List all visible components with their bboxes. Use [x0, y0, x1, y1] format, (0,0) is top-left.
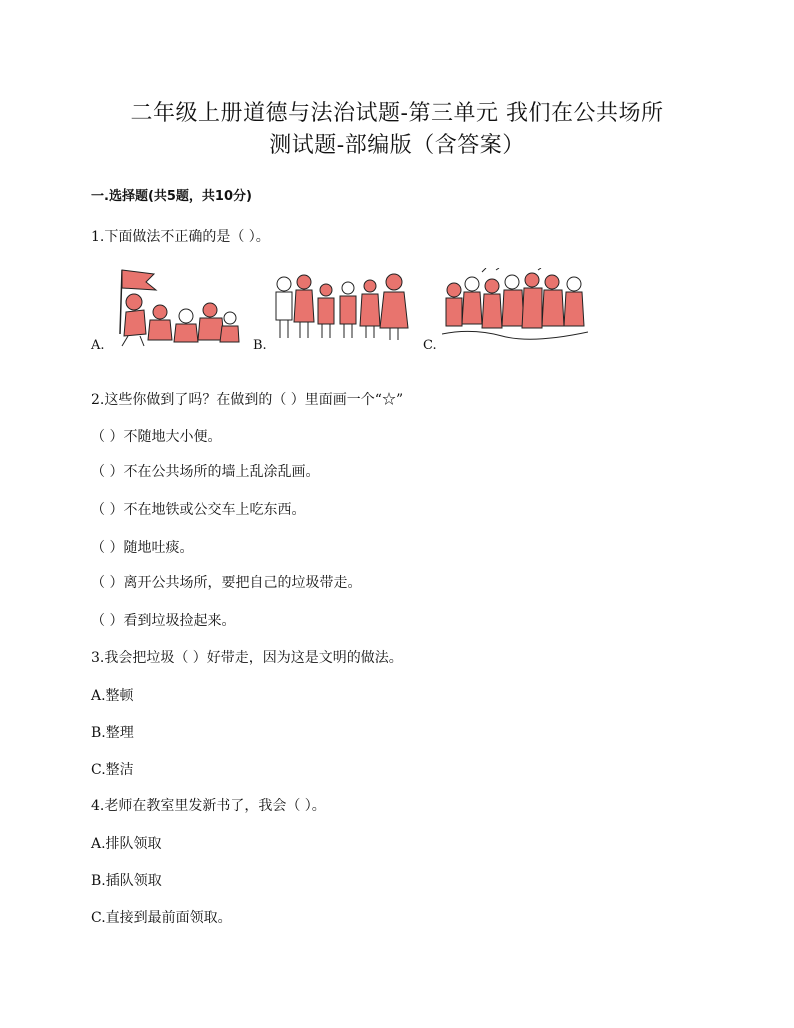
page-title-line-2: 测试题-部编版（含答案） — [269, 133, 525, 158]
q2-item-1: （ ）不随地大小便。 — [91, 429, 222, 445]
page-title-line-1: 二年级上册道德与法治试题-第三单元 我们在公共场所 — [130, 101, 664, 126]
q4-option-c: C.直接到最前面领取。 — [91, 910, 232, 926]
q1-option-b-label: B. — [253, 338, 267, 353]
q2-item-3: （ ）不在地铁或公交车上吃东西。 — [91, 502, 306, 518]
q3-option-c: C.整洁 — [91, 762, 134, 778]
q1-option-b-image — [270, 270, 410, 342]
question-4-stem: 4.老师在教室里发新书了，我会（ ）。 — [91, 798, 326, 814]
q3-option-a: A.整顿 — [91, 688, 134, 704]
question-1-stem: 1.下面做法不正确的是（ ）。 — [91, 229, 270, 245]
q4-option-a: A.排队领取 — [91, 836, 162, 852]
q1-option-a-label: A. — [91, 338, 105, 353]
question-2-stem: 2.这些你做到了吗？在做到的（ ）里面画一个“☆” — [91, 392, 404, 408]
q1-option-a-image — [106, 264, 240, 348]
q2-item-6: （ ）看到垃圾捡起来。 — [91, 613, 236, 629]
q1-option-c-image — [442, 268, 588, 342]
q2-item-5: （ ）离开公共场所，要把自己的垃圾带走。 — [91, 575, 362, 591]
q4-option-b: B.插队领取 — [91, 873, 162, 889]
q3-option-b: B.整理 — [91, 725, 134, 741]
question-3-stem: 3.我会把垃圾（ ）好带走，因为这是文明的做法。 — [91, 650, 403, 666]
q1-option-c-label: C. — [423, 338, 437, 353]
q2-item-2: （ ）不在公共场所的墙上乱涂乱画。 — [91, 464, 320, 480]
section-heading: 一.选择题(共5题，共10分) — [91, 189, 252, 204]
q2-item-4: （ ）随地吐痰。 — [91, 540, 194, 556]
